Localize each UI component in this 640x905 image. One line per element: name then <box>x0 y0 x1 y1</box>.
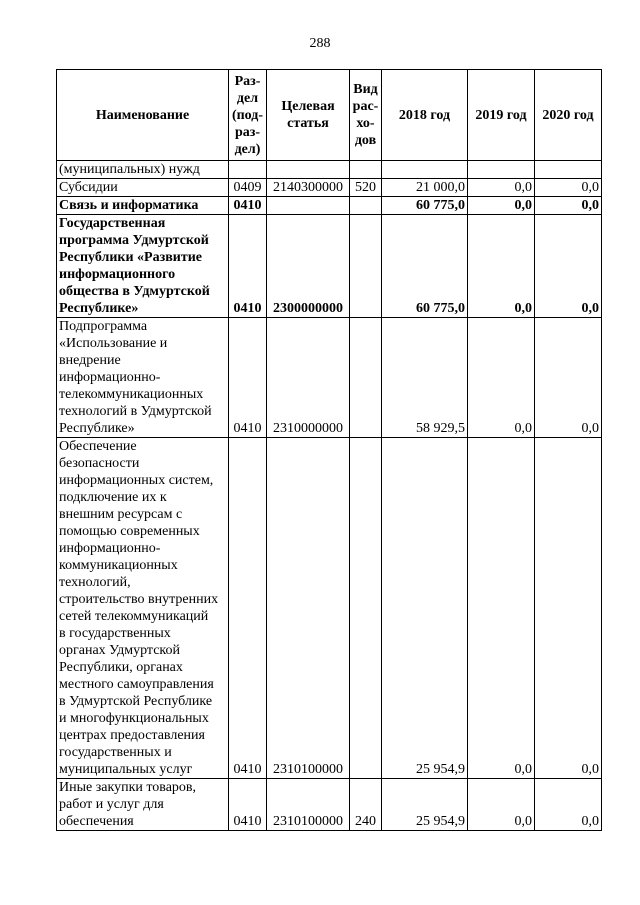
row-2019: 0,0 <box>468 779 535 831</box>
table-row <box>57 161 602 179</box>
row-razdel: 0410 <box>229 197 267 215</box>
row-2019: 0,0 <box>468 318 535 438</box>
row-celevaya <box>267 197 350 215</box>
row-name: Иные закупки товаров, работ и услуг для обеспечения <box>57 779 229 831</box>
header-celevaya-statya: Целевая статья <box>267 70 350 161</box>
header-2020: 2020 год <box>535 70 602 161</box>
row-2019: 0,0 <box>468 197 535 215</box>
budget-table <box>56 69 602 831</box>
row-razdel: 0410 <box>229 438 267 779</box>
row-vid <box>350 161 382 179</box>
row-name: Государственная программа Удмуртской Республики «Развитие информационного общества в Удмуртской Республике» <box>57 215 229 318</box>
row-2019: 0,0 <box>468 215 535 318</box>
page-number: 288 <box>309 36 331 51</box>
row-celevaya <box>267 161 350 179</box>
row-vid: 240 <box>350 779 382 831</box>
row-name: Связь и информатика <box>57 197 229 215</box>
row-vid: 520 <box>350 179 382 197</box>
table-row <box>57 215 602 318</box>
row-2020: 0,0 <box>535 215 602 318</box>
header-razdel: Раз- дел (под- раз- дел) <box>229 70 267 161</box>
row-vid <box>350 438 382 779</box>
row-2019: 0,0 <box>468 438 535 779</box>
row-2018: 25 954,9 <box>382 779 468 831</box>
row-2018: 60 775,0 <box>382 215 468 318</box>
row-2018 <box>382 161 468 179</box>
row-razdel: 0410 <box>229 779 267 831</box>
row-razdel: 0409 <box>229 179 267 197</box>
table-row <box>57 779 602 831</box>
row-2020: 0,0 <box>535 438 602 779</box>
table-header-row <box>57 70 602 161</box>
row-name: Обеспечение безопасности информационных систем, подключение их к внешним ресурсам с помощью современных информационно- коммуникационных технологий, строительство внутренних сетей телекоммуникаций в государственных органах Удмуртской Республики, органах местного самоуправления в Удмуртской Республике и многофункциональных центрах предоставления государственных и муниципальных услуг <box>57 438 229 779</box>
row-celevaya: 2300000000 <box>267 215 350 318</box>
header-2018: 2018 год <box>382 70 468 161</box>
header-name: Наименование <box>57 70 229 161</box>
table-row <box>57 438 602 779</box>
table-row <box>57 179 602 197</box>
row-2018: 60 775,0 <box>382 197 468 215</box>
row-razdel: 0410 <box>229 215 267 318</box>
row-celevaya: 2310000000 <box>267 318 350 438</box>
table-row <box>57 318 602 438</box>
row-name: (муниципальных) нужд <box>57 161 229 179</box>
row-name: Подпрограмма «Использование и внедрение информационно- телекоммуникационных технологий в Удмуртской Республике» <box>57 318 229 438</box>
header-2019: 2019 год <box>468 70 535 161</box>
row-vid <box>350 215 382 318</box>
row-vid <box>350 318 382 438</box>
header-vid-rashodov: Вид рас- хо- дов <box>350 70 382 161</box>
row-2018: 21 000,0 <box>382 179 468 197</box>
row-2018: 25 954,9 <box>382 438 468 779</box>
row-celevaya: 2140300000 <box>267 179 350 197</box>
row-2018: 58 929,5 <box>382 318 468 438</box>
row-2020: 0,0 <box>535 779 602 831</box>
row-2020: 0,0 <box>535 197 602 215</box>
table-row <box>57 197 602 215</box>
row-vid <box>350 197 382 215</box>
row-2019 <box>468 161 535 179</box>
row-2020 <box>535 161 602 179</box>
row-celevaya: 2310100000 <box>267 438 350 779</box>
row-razdel: 0410 <box>229 318 267 438</box>
row-razdel <box>229 161 267 179</box>
row-celevaya: 2310100000 <box>267 779 350 831</box>
row-2020: 0,0 <box>535 318 602 438</box>
row-2019: 0,0 <box>468 179 535 197</box>
row-name: Субсидии <box>57 179 229 197</box>
row-2020: 0,0 <box>535 179 602 197</box>
